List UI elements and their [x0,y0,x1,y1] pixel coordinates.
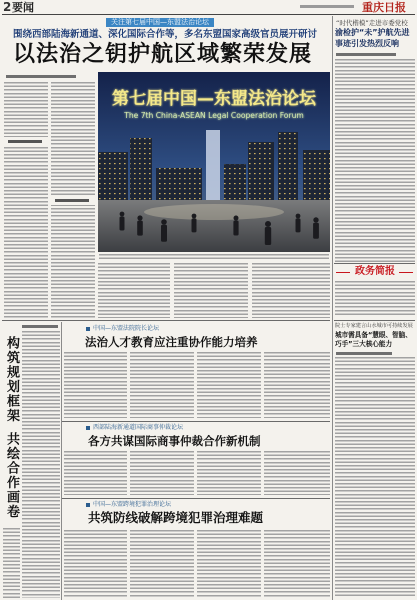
right-top-headline-line: 事迹引发热烈反响 [335,39,399,48]
right-bottom-kicker: 院士专家建言山水城市可持续发展 [335,323,413,329]
main-story-byline [6,75,76,78]
main-story-headline: 以法治之钥护航区域繁荣发展 [13,42,313,67]
body-text-block [64,451,127,495]
body-text-block [3,528,20,598]
body-text-block [64,352,127,418]
header-rule [2,14,415,15]
main-story-subtitle: 围绕西部陆海新通道、深化国际合作等，多名东盟国家高级官员展开研讨 [13,29,318,40]
section-rule [334,263,415,264]
forum-sign-english: The 7th China-ASEAN Legal Cooperation Forum [124,111,304,120]
section-rule [62,421,330,422]
person-silhouette [137,215,143,235]
body-text-block [130,352,194,418]
forum-story-label: 西部陆海新通道国际商事仲裁论坛 [86,424,183,432]
body-text-block [130,451,194,495]
person-silhouette [120,212,125,231]
city-skyline [98,130,330,202]
forum-story-label: 中国—东盟法院院长论坛 [86,325,159,333]
body-text-block [264,352,330,418]
body-text-block [64,530,127,598]
page-number: 2 [3,0,12,14]
section-rule [2,320,330,321]
body-text-block [98,263,170,318]
person-silhouette [313,217,319,238]
forum-story-headline: 法治人才教育应注重协作能力培养 [85,335,258,349]
photo-graphic [98,72,330,252]
body-text-block [335,357,415,598]
body-text-block [335,281,415,317]
right-top-kicker: “时代楷模”走进市委党校 [336,19,408,27]
page-header [0,0,417,15]
forum-story-headline: 各方共谋国际商事仲裁合作新机制 [88,434,261,448]
briefing-heading: 政务简报 [355,266,395,277]
body-text-block [4,82,48,318]
body-text-block [252,263,330,318]
photo-caption [99,254,329,260]
body-text-block [335,59,415,262]
right-top-headline-line: 渝检护“未”护航先进 [335,28,410,37]
body-text-block [264,530,330,598]
right-top-byline [336,53,396,56]
masthead-logo: 重庆日报 [362,1,406,14]
body-text-block [174,263,248,318]
forum-story-headline: 共筑防线破解跨境犯罪治理难题 [88,510,264,525]
side-story-headline-part: 共绘合作画卷 [4,432,19,519]
section-rule [62,498,330,499]
person-silhouette [265,221,271,245]
briefing-heading-box [334,266,415,278]
right-bottom-headline-line: 城市需具备“慧眼、智脑、 [335,331,412,339]
section-subhead [4,137,48,146]
person-silhouette [233,216,238,236]
side-story-byline [22,325,58,328]
column-rule [61,322,62,600]
column-rule [332,16,333,600]
main-story-kicker: 关注第七届中国—东盟法治论坛 [106,18,214,27]
briefing-rule-right [399,272,413,273]
right-bottom-headline-line: 巧手”三大核心能力 [335,340,393,348]
person-silhouette [161,219,167,242]
person-silhouette [192,214,197,233]
forum-sign-chinese: 第七届中国—东盟法治论坛 [112,89,316,109]
forum-night-photo [98,72,330,252]
plaza-light-reflection [144,204,284,220]
forum-story-label: 中国—东盟跨境犯罪治理论坛 [86,501,171,509]
right-bottom-byline [336,352,392,355]
body-text-block [130,530,194,598]
body-text-block [197,530,261,598]
body-text-block [264,451,330,495]
side-story-headline-part: 构筑规划框架 [4,336,19,423]
section-rule [334,320,415,321]
body-text-block [197,451,261,495]
section-name: 要闻 [12,1,34,14]
section-subhead [51,196,95,205]
briefing-rule-left [336,272,350,273]
body-text-block [22,331,60,598]
person-silhouette [296,214,301,233]
body-text-block [197,352,261,418]
date-line [300,5,354,8]
